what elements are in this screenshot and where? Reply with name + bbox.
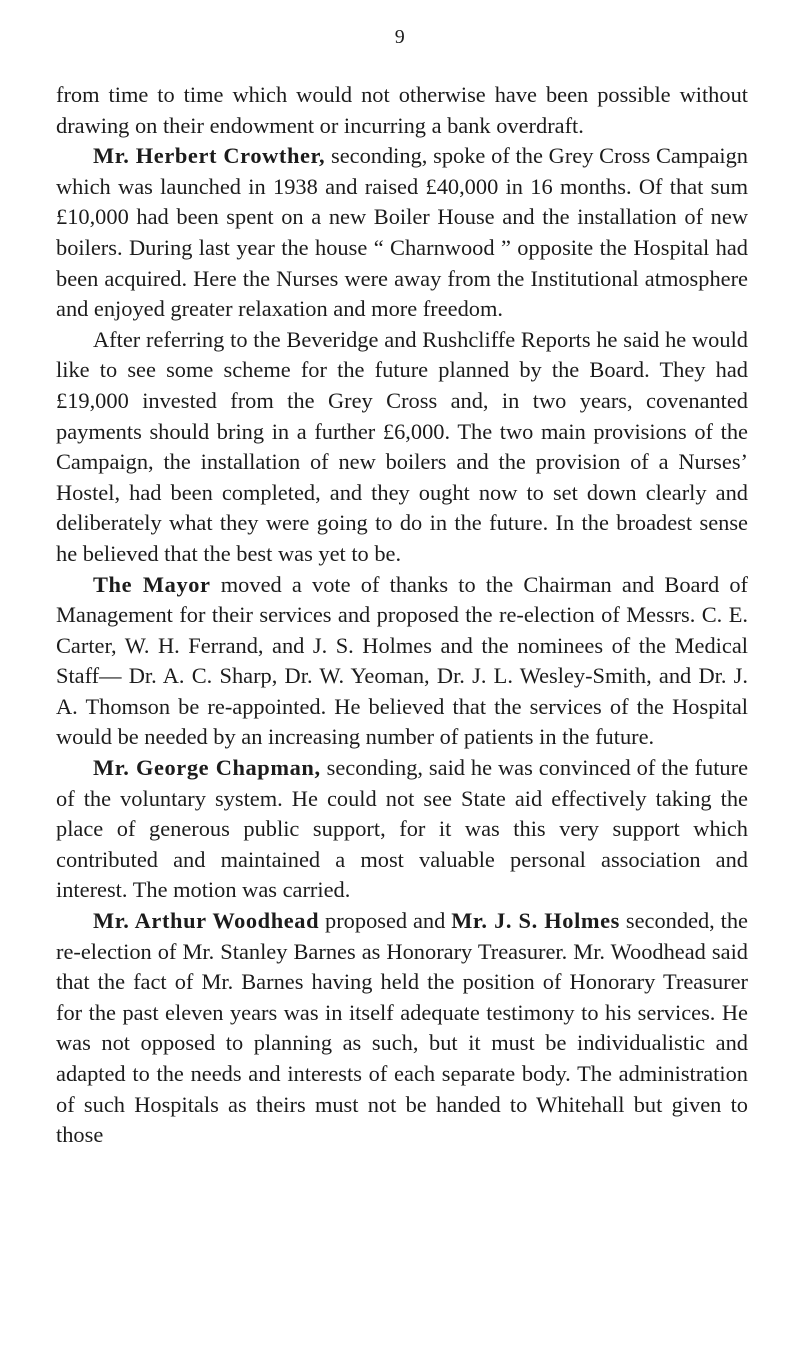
paragraph-1: [56, 80, 748, 141]
paragraph-text-2: seconded, the re-election of Mr. Stanley Barnes as Honorary Treasurer. Mr. Woodhead said that the fact of Mr. Barnes having held the position of Honorary Treasurer for the past eleven years was in itself adequate testimony to his services. He was not opposed to planning as such, but it must be individualistic and adapted to the needs and interests of each separate body. The administration of such Hospitals as theirs must not be handed to Whitehall but given to those: [56, 908, 748, 1148]
paragraph-text: proposed and: [319, 908, 452, 934]
speaker-name: Mr. Herbert Crowther,: [93, 143, 326, 169]
paragraph-3: [56, 325, 748, 570]
speaker-name: The Mayor: [93, 571, 211, 597]
paragraph-text: After referring to the Beveridge and Rushcliffe Reports he said he would like to see some scheme for the future planned by the Board. They had £19,000 invested from the Grey Cross and, in two years, covenanted payments should bring in a further £6,000. The two main provisions of the Campaign, the installation of new boilers and the provision of a Nurses’ Hostel, had been completed, and they ought now to set down clearly and deliberately what they were going to do in the future. In the broadest sense he believed that the best was yet to be.: [56, 326, 748, 566]
paragraph-text: seconding, spoke of the Grey Cross Campaign which was launched in 1938 and raised £40,000 in 16 months. Of that sum £10,000 had been spent on a new Boiler House and the installation of new boilers. During last year the house “ Charnwood ” opposite the Hospital had been acquired. Here the Nurses were away from the Institutional atmosphere and enjoyed greater relaxation and more freedom.: [56, 143, 748, 322]
paragraph-text: from time to time which would not otherwise have been possible without drawing on their endowment or incurring a bank overdraft.: [56, 82, 748, 138]
body-text: [56, 80, 748, 1151]
paragraph-2: [56, 141, 748, 325]
paragraph-text: seconding, said he was convinced of the future of the voluntary system. He could not see State aid effectively taking the place of generous public support, for it was this very support which contributed and maintained a most valuable personal association and interest. The motion was carried.: [56, 755, 749, 903]
paragraph-4: [56, 570, 748, 754]
paragraph-5: [56, 753, 748, 906]
speaker-name-2: Mr. J. S. Holmes: [451, 908, 620, 934]
paragraph-6: [56, 906, 748, 1151]
speaker-name: Mr. George Chapman,: [93, 755, 321, 781]
speaker-name: Mr. Arthur Woodhead: [93, 908, 320, 934]
paragraph-text: moved a vote of thanks to the Chairman and Board of Management for their services and proposed the re-election of Messrs. C. E. Carter, W. H. Ferrand, and J. S. Holmes and the nominees of the Medical Staff— Dr. A. C. Sharp, Dr. W. Yeoman, Dr. J. L. Wesley-Smith, and Dr. J. A. Thomson be re-appointed. He believed that the services of the Hospital would be needed by an increasing number of patients in the future.: [56, 571, 748, 750]
page-number: 9: [394, 26, 406, 48]
